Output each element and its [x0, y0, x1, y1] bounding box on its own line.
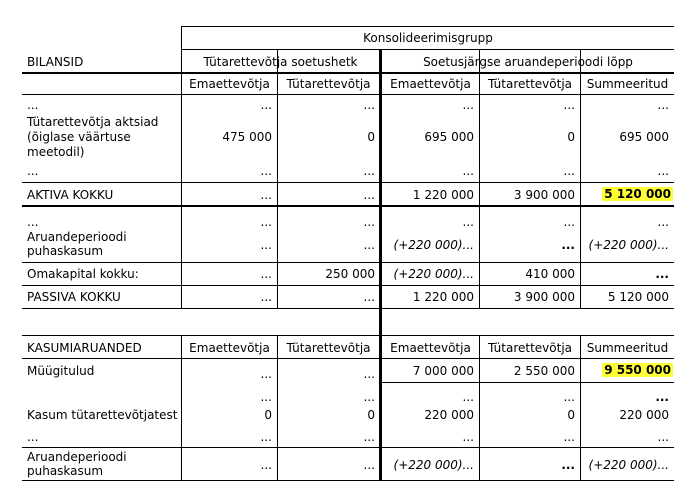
cell: (+220 000)... [393, 458, 474, 472]
dots-cell: ... [363, 390, 375, 404]
dots-cell: ... [260, 390, 272, 404]
cell: 1 220 000 [412, 188, 474, 202]
cell: ... [260, 267, 272, 281]
dots-cell: ... [27, 430, 39, 444]
cell: 220 000 [619, 408, 669, 422]
col-header: Tütarettevõtja [487, 341, 573, 355]
cell: 5 120 000 [607, 290, 669, 304]
cell: 410 000 [525, 267, 575, 281]
cell: ... [655, 267, 669, 281]
cell: ... [363, 367, 375, 381]
cell: 7 000 000 [412, 364, 474, 378]
cell: 0 [567, 408, 575, 422]
col-header: Tütarettevõtja [487, 77, 573, 91]
dots-cell: ... [27, 98, 39, 112]
dots-cell: ... [655, 390, 669, 404]
col-header: Tütarettevõtja [286, 341, 371, 355]
cell: 695 000 [619, 130, 669, 144]
highlighted-total: 9 550 000 [604, 363, 671, 377]
cell: 220 000 [424, 408, 474, 422]
subheader-acquisition: Tütarettevõtja soetushetk [203, 55, 358, 69]
cell: ... [363, 238, 375, 252]
dots-cell: ... [363, 164, 375, 178]
dots-cell: ... [260, 430, 272, 444]
cell: 1 220 000 [412, 290, 474, 304]
dots-cell: ... [260, 164, 272, 178]
col-header: Summeeritud [586, 77, 669, 91]
cell: 695 000 [424, 130, 474, 144]
col-header: Emaettevõtja [390, 77, 471, 91]
dots-cell: ... [657, 98, 669, 112]
highlighted-total: 5 120 000 [604, 187, 671, 201]
cell: ... [363, 188, 375, 202]
row-label-muugitulud: Müügitulud [27, 364, 95, 378]
col-header: Emaettevõtja [189, 341, 270, 355]
dots-cell: ... [563, 98, 575, 112]
dots-cell: ... [657, 164, 669, 178]
subheader-period-end: Soetusjärgse aruandeperioodi lõpp [423, 55, 633, 69]
cell: ... [363, 458, 375, 472]
cell: (+220 000)... [588, 238, 669, 252]
row-label-kasum: Kasum tütarettevõtjatest [27, 408, 178, 422]
col-header: Tütarettevõtja [286, 77, 371, 91]
dots-cell: ... [657, 430, 669, 444]
cell: (+220 000)... [588, 458, 669, 472]
cell: 0 [367, 408, 375, 422]
cell: ... [260, 238, 272, 252]
row-label-aktsiad: Tütarettevõtja aktsiad (õiglase väärtuse meetodil) [27, 115, 159, 159]
income-title: KASUMIARUANDED [27, 341, 142, 355]
cell: ... [561, 458, 575, 472]
dots-cell: ... [462, 215, 474, 229]
cell: ... [363, 290, 375, 304]
cell: ... [260, 290, 272, 304]
col-header: Emaettevõtja [189, 77, 270, 91]
row-label-omakapital: Omakapital kokku: [27, 267, 139, 281]
col-header: Emaettevõtja [390, 341, 471, 355]
group-header: Konsolideerimisgrupp [363, 31, 493, 45]
cell: ... [260, 188, 272, 202]
row-label-puhaskasum: Aruandeperioodi puhaskasum [27, 230, 127, 258]
dots-cell: ... [260, 215, 272, 229]
dots-cell: ... [363, 215, 375, 229]
cell: 2 550 000 [513, 364, 575, 378]
cell: 3 900 000 [513, 188, 575, 202]
dots-cell: ... [563, 430, 575, 444]
col-header: Summeeritud [586, 341, 669, 355]
row-label-puhaskasum-income: Aruandeperioodi puhaskasum [27, 450, 127, 478]
dots-cell: ... [462, 430, 474, 444]
cell: ... [561, 238, 575, 252]
dots-cell: ... [462, 390, 474, 404]
cell: ... [260, 458, 272, 472]
cell: 0 [367, 130, 375, 144]
dots-cell: ... [563, 164, 575, 178]
cell: 0 [264, 408, 272, 422]
cell: 0 [567, 130, 575, 144]
cell: 475 000 [222, 130, 272, 144]
dots-cell: ... [27, 215, 39, 229]
dots-cell: ... [27, 164, 39, 178]
dots-cell: ... [363, 430, 375, 444]
cell: 250 000 [325, 267, 375, 281]
cell: (+220 000)... [393, 267, 474, 281]
dots-cell: ... [563, 215, 575, 229]
cell: 3 900 000 [513, 290, 575, 304]
dots-cell: ... [260, 98, 272, 112]
balance-title: BILANSID [27, 55, 84, 69]
dots-cell: ... [462, 98, 474, 112]
dots-cell: ... [363, 98, 375, 112]
cell: ... [260, 367, 272, 381]
dots-cell: ... [657, 215, 669, 229]
cell: (+220 000)... [393, 238, 474, 252]
row-label-aktiva: AKTIVA KOKKU [27, 188, 114, 202]
dots-cell: ... [462, 164, 474, 178]
row-label-passiva: PASSIVA KOKKU [27, 290, 121, 304]
dots-cell: ... [563, 390, 575, 404]
